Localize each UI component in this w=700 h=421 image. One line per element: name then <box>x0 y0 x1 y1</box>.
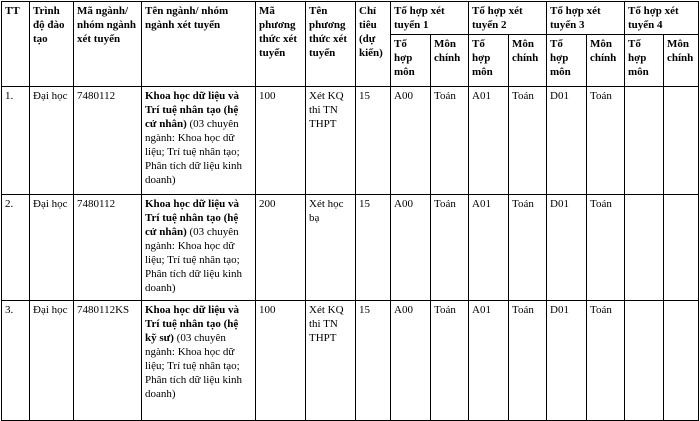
cell-combo-3: D01 <box>547 87 587 195</box>
cell-main-4 <box>664 87 699 195</box>
cell-code: 7480112 <box>74 87 142 195</box>
header-quota: Chỉ tiêu (dự kiến) <box>356 2 391 87</box>
cell-main-3: Toán <box>587 301 625 421</box>
cell-combo-1: A00 <box>391 301 431 421</box>
header-tt: TT <box>2 2 30 87</box>
cell-code: 7480112 <box>74 195 142 301</box>
subheader-combo-1: Tổ hợp môn <box>391 35 431 87</box>
cell-name <box>142 195 256 301</box>
cell-quota: 15 <box>356 301 391 421</box>
cell-main-3: Toán <box>587 195 625 301</box>
cell-method-code: 200 <box>256 195 306 301</box>
cell-code: 7480112KS <box>74 301 142 421</box>
cell-combo-4 <box>625 87 664 195</box>
cell-tt: 1. <box>2 87 30 195</box>
cell-combo-4 <box>625 195 664 301</box>
cell-main-4 <box>664 195 699 301</box>
header-name: Tên ngành/ nhóm ngành xét tuyển <box>142 2 256 87</box>
cell-tt: 3. <box>2 301 30 421</box>
cell-name-bold: Khoa học dữ liệu và Trí tuệ nhân tạo (hệ cử nhân) <box>145 90 240 130</box>
cell-level: Đại học <box>30 301 74 421</box>
cell-method-code: 100 <box>256 87 306 195</box>
header-group-3: Tổ hợp xét tuyển 3 <box>547 2 625 35</box>
header-level: Trình độ đào tạo <box>30 2 74 87</box>
cell-combo-2: A01 <box>469 301 509 421</box>
cell-main-1: Toán <box>431 195 469 301</box>
cell-combo-3: D01 <box>547 195 587 301</box>
cell-method-name: Xét học bạ <box>306 195 356 301</box>
cell-method-name: Xét KQ thi TN THPT <box>306 87 356 195</box>
cell-main-1: Toán <box>431 301 469 421</box>
subheader-main-3: Môn chính <box>587 35 625 87</box>
admission-table <box>1 1 699 421</box>
cell-method-name: Xét KQ thi TN THPT <box>306 301 356 421</box>
cell-name <box>142 301 256 421</box>
subheader-main-4: Môn chính <box>664 35 699 87</box>
cell-level: Đại học <box>30 195 74 301</box>
cell-main-2: Toán <box>509 87 547 195</box>
cell-quota: 15 <box>356 87 391 195</box>
cell-combo-2: A01 <box>469 87 509 195</box>
cell-quota: 15 <box>356 195 391 301</box>
subheader-main-2: Môn chính <box>509 35 547 87</box>
cell-combo-1: A00 <box>391 87 431 195</box>
subheader-combo-3: Tổ hợp môn <box>547 35 587 87</box>
cell-name-detail: (03 chuyên ngành: Khoa học dữ liệu; Trí tuệ nhân tạo; Phân tích dữ liệu kinh doanh) <box>145 118 243 186</box>
subheader-combo-2: Tổ hợp môn <box>469 35 509 87</box>
table-row <box>2 301 699 421</box>
header-group-4: Tổ hợp xét tuyển 4 <box>625 2 699 35</box>
subheader-combo-4: Tổ hợp môn <box>625 35 664 87</box>
cell-main-1: Toán <box>431 87 469 195</box>
header-method-code: Mã phương thức xét tuyển <box>256 2 306 87</box>
cell-tt: 2. <box>2 195 30 301</box>
cell-name-detail: (03 chuyên ngành: Khoa học dữ liệu; Trí tuệ nhân tạo; Phân tích dữ liệu kinh doanh) <box>145 226 243 294</box>
cell-name-bold: Khoa học dữ liệu và Trí tuệ nhân tạo (hệ kỹ sư) <box>145 304 240 344</box>
header-code: Mã ngành/ nhóm ngành xét tuyển <box>74 2 142 87</box>
header-row <box>2 2 699 35</box>
cell-main-4 <box>664 301 699 421</box>
cell-main-2: Toán <box>509 301 547 421</box>
header-method-name: Tên phương thức xét tuyển <box>306 2 356 87</box>
cell-name <box>142 87 256 195</box>
cell-method-code: 100 <box>256 301 306 421</box>
cell-name-bold: Khoa học dữ liệu và Trí tuệ nhân tạo (hệ cử nhân) <box>145 198 240 238</box>
cell-name-detail: (03 chuyên ngành: Khoa học dữ liệu; Trí tuệ nhân tạo; Phân tích dữ liệu kinh doanh) <box>145 332 243 400</box>
cell-main-3: Toán <box>587 87 625 195</box>
header-group-2: Tổ hợp xét tuyển 2 <box>469 2 547 35</box>
table-row <box>2 87 699 195</box>
header-group-1: Tổ hợp xét tuyển 1 <box>391 2 469 35</box>
table-row <box>2 195 699 301</box>
cell-combo-2: A01 <box>469 195 509 301</box>
cell-combo-3: D01 <box>547 301 587 421</box>
cell-combo-1: A00 <box>391 195 431 301</box>
cell-level: Đại học <box>30 87 74 195</box>
cell-combo-4 <box>625 301 664 421</box>
cell-main-2: Toán <box>509 195 547 301</box>
subheader-main-1: Môn chính <box>431 35 469 87</box>
